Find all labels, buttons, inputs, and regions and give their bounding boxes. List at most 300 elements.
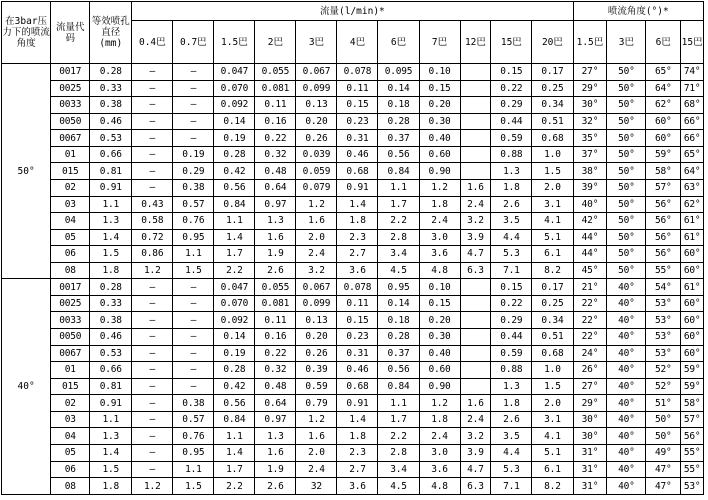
- table-row: [2, 345, 704, 362]
- flow-rate-cell: 0.42: [214, 163, 255, 180]
- flow-rate-cell: [460, 345, 491, 362]
- flow-rate-cell: 32: [296, 478, 337, 495]
- flow-rate-cell: 6.3: [460, 262, 491, 279]
- flow-rate-cell: 0.30: [419, 329, 460, 346]
- flow-rate-cell: 0.067: [296, 279, 337, 296]
- spray-angle-cell: 50°: [607, 163, 646, 180]
- table-row: [2, 80, 704, 97]
- flow-rate-cell: 0.90: [419, 378, 460, 395]
- flow-rate-cell: 1.1: [173, 246, 214, 263]
- spray-angle-cell: 40°: [607, 295, 646, 312]
- spray-angle-cell: 60°: [681, 246, 704, 263]
- flow-rate-cell: 1.8: [491, 395, 532, 412]
- flow-rate-cell: 2.7: [337, 246, 378, 263]
- flow-rate-cell: 0.078: [337, 279, 378, 296]
- flow-rate-cell: 3.9: [460, 229, 491, 246]
- spray-angle-cell: 64°: [681, 163, 704, 180]
- flow-rate-cell: –: [132, 329, 173, 346]
- header-flow-pressure: 0.7巴: [173, 21, 214, 64]
- table-row: [2, 146, 704, 163]
- flow-rate-cell: 0.32: [255, 146, 296, 163]
- flow-rate-cell: 0.56: [214, 395, 255, 412]
- flow-rate-cell: 3.6: [337, 478, 378, 495]
- flow-rate-cell: 0.97: [255, 411, 296, 428]
- flow-rate-cell: 0.76: [173, 428, 214, 445]
- table-row: [2, 64, 704, 81]
- flow-code-cell: 0033: [51, 312, 90, 329]
- nozzle-spec-table: [1, 1, 704, 495]
- flow-rate-cell: 0.60: [419, 362, 460, 379]
- flow-rate-cell: 1.8: [337, 213, 378, 230]
- table-row: [2, 246, 704, 263]
- flow-rate-cell: 1.2: [296, 411, 337, 428]
- spray-angle-cell: 59°: [646, 146, 681, 163]
- spray-angle-cell: 40°: [573, 196, 607, 213]
- flow-code-cell: 03: [51, 196, 90, 213]
- flow-rate-cell: 0.20: [296, 329, 337, 346]
- flow-rate-cell: 0.51: [532, 113, 573, 130]
- spray-angle-cell: 59°: [681, 378, 704, 395]
- flow-rate-cell: 1.2: [296, 196, 337, 213]
- spray-angle-cell: 44°: [573, 229, 607, 246]
- flow-code-cell: 02: [51, 395, 90, 412]
- flow-rate-cell: [460, 329, 491, 346]
- diameter-cell: 1.3: [90, 213, 132, 230]
- flow-rate-cell: 1.9: [255, 461, 296, 478]
- header-flow-code: 流量代码: [51, 2, 90, 64]
- flow-rate-cell: 1.1: [378, 395, 419, 412]
- flow-rate-cell: 3.6: [337, 262, 378, 279]
- flow-rate-cell: 7.1: [491, 262, 532, 279]
- flow-rate-cell: –: [132, 97, 173, 114]
- flow-rate-cell: –: [173, 312, 214, 329]
- flow-rate-cell: 2.0: [532, 179, 573, 196]
- spray-angle-cell: 39°: [573, 179, 607, 196]
- flow-rate-cell: 0.57: [173, 196, 214, 213]
- flow-rate-cell: 2.2: [378, 213, 419, 230]
- flow-rate-cell: 3.5: [491, 213, 532, 230]
- flow-rate-cell: 0.078: [337, 64, 378, 81]
- header-flow-pressure: 15巴: [491, 21, 532, 64]
- flow-rate-cell: 0.13: [296, 312, 337, 329]
- spray-angle-cell: 40°: [607, 279, 646, 296]
- header-flow-pressure: 20巴: [532, 21, 573, 64]
- flow-rate-cell: 0.081: [255, 80, 296, 97]
- flow-rate-cell: 4.8: [419, 478, 460, 495]
- flow-rate-cell: 0.14: [378, 80, 419, 97]
- flow-rate-cell: 2.2: [214, 262, 255, 279]
- header-flow-pressure: 2巴: [255, 21, 296, 64]
- flow-rate-cell: 1.3: [491, 163, 532, 180]
- flow-rate-cell: 2.4: [296, 461, 337, 478]
- flow-rate-cell: 0.19: [173, 146, 214, 163]
- flow-rate-cell: 2.7: [337, 461, 378, 478]
- flow-rate-cell: 2.0: [532, 395, 573, 412]
- flow-code-cell: 06: [51, 246, 90, 263]
- spray-angle-cell: 50°: [607, 64, 646, 81]
- flow-rate-cell: 0.56: [378, 362, 419, 379]
- spray-angle-cell: 53°: [646, 312, 681, 329]
- diameter-cell: 1.4: [90, 444, 132, 461]
- flow-rate-cell: 0.43: [132, 196, 173, 213]
- flow-rate-cell: –: [132, 130, 173, 147]
- spray-angle-cell: 50°: [607, 246, 646, 263]
- spray-angle-cell: 52°: [646, 378, 681, 395]
- flow-rate-cell: 0.047: [214, 64, 255, 81]
- diameter-cell: 1.8: [90, 262, 132, 279]
- table-row: [2, 229, 704, 246]
- flow-rate-cell: 0.91: [337, 395, 378, 412]
- flow-rate-cell: 0.28: [214, 146, 255, 163]
- flow-rate-cell: 0.28: [378, 113, 419, 130]
- flow-rate-cell: 3.0: [419, 229, 460, 246]
- flow-rate-cell: 1.5: [173, 262, 214, 279]
- flow-rate-cell: 0.14: [378, 295, 419, 312]
- flow-code-cell: 05: [51, 444, 90, 461]
- flow-rate-cell: 0.58: [132, 213, 173, 230]
- flow-code-cell: 03: [51, 411, 90, 428]
- flow-rate-cell: 2.0: [296, 229, 337, 246]
- flow-code-cell: 015: [51, 163, 90, 180]
- spray-angle-cell: 50°: [607, 113, 646, 130]
- spray-angle-cell: 35°: [573, 130, 607, 147]
- flow-rate-cell: 1.4: [337, 196, 378, 213]
- spray-angle-cell: 55°: [681, 461, 704, 478]
- flow-rate-cell: 0.40: [419, 345, 460, 362]
- flow-rate-cell: 1.0: [532, 146, 573, 163]
- flow-rate-cell: 0.10: [419, 279, 460, 296]
- flow-code-cell: 015: [51, 378, 90, 395]
- spray-angle-cell: 51°: [646, 395, 681, 412]
- table-row: [2, 179, 704, 196]
- flow-rate-cell: 1.1: [173, 461, 214, 478]
- spray-angle-cell: 31°: [573, 478, 607, 495]
- flow-rate-cell: 1.8: [337, 428, 378, 445]
- spray-angle-cell: 26°: [573, 362, 607, 379]
- spray-angle-cell: 66°: [681, 130, 704, 147]
- spray-angle-cell: 21°: [573, 279, 607, 296]
- header-spray-angle-group: 喷流角度(°)*: [573, 2, 703, 21]
- flow-code-cell: 0067: [51, 130, 90, 147]
- spray-angle-cell: 60°: [681, 345, 704, 362]
- diameter-cell: 1.4: [90, 229, 132, 246]
- spray-angle-cell: 40°: [607, 378, 646, 395]
- flow-rate-cell: 0.37: [378, 345, 419, 362]
- spray-angle-cell: 68°: [681, 97, 704, 114]
- flow-rate-cell: 4.5: [378, 262, 419, 279]
- table-row: [2, 130, 704, 147]
- flow-rate-cell: 0.68: [532, 345, 573, 362]
- flow-rate-cell: 1.4: [214, 229, 255, 246]
- flow-rate-cell: –: [132, 444, 173, 461]
- flow-rate-cell: 3.2: [460, 213, 491, 230]
- flow-rate-cell: 0.38: [173, 179, 214, 196]
- spray-angle-cell: 30°: [573, 97, 607, 114]
- flow-rate-cell: 0.22: [255, 345, 296, 362]
- flow-rate-cell: 0.42: [214, 378, 255, 395]
- header-orifice-diameter: 等效喷孔直径(mm): [90, 2, 132, 64]
- diameter-cell: 0.38: [90, 97, 132, 114]
- spray-angle-cell: 60°: [646, 130, 681, 147]
- spray-angle-cell: 50°: [607, 130, 646, 147]
- flow-rate-cell: –: [132, 378, 173, 395]
- header-spray-pressure: 3巴: [607, 21, 646, 64]
- spray-angle-cell: 58°: [681, 395, 704, 412]
- flow-rate-cell: 2.6: [255, 478, 296, 495]
- flow-rate-cell: 0.15: [419, 295, 460, 312]
- spray-angle-cell: 47°: [646, 461, 681, 478]
- flow-rate-cell: 0.32: [255, 362, 296, 379]
- flow-rate-cell: –: [132, 163, 173, 180]
- spray-angle-cell: 50°: [607, 179, 646, 196]
- flow-rate-cell: 3.4: [378, 246, 419, 263]
- flow-rate-cell: 8.2: [532, 478, 573, 495]
- flow-rate-cell: 1.1: [378, 179, 419, 196]
- flow-rate-cell: 1.5: [532, 378, 573, 395]
- flow-rate-cell: 2.8: [378, 444, 419, 461]
- header-spray-pressure: 1.5巴: [573, 21, 607, 64]
- spray-angle-cell: 50°: [607, 229, 646, 246]
- flow-rate-cell: [460, 97, 491, 114]
- diameter-cell: 0.66: [90, 146, 132, 163]
- spray-angle-cell: 60°: [681, 312, 704, 329]
- spray-angle-cell: 74°: [681, 64, 704, 81]
- flow-rate-cell: 1.4: [337, 411, 378, 428]
- flow-rate-cell: –: [132, 179, 173, 196]
- flow-rate-cell: 1.7: [378, 196, 419, 213]
- flow-rate-cell: 3.4: [378, 461, 419, 478]
- flow-rate-cell: 1.1: [214, 213, 255, 230]
- spray-angle-cell: 29°: [573, 395, 607, 412]
- flow-rate-cell: –: [132, 345, 173, 362]
- spray-angle-cell: 65°: [646, 64, 681, 81]
- flow-rate-cell: 0.31: [337, 345, 378, 362]
- flow-rate-cell: [460, 113, 491, 130]
- flow-rate-cell: –: [173, 64, 214, 81]
- diameter-cell: 1.3: [90, 428, 132, 445]
- flow-code-cell: 04: [51, 428, 90, 445]
- diameter-cell: 1.5: [90, 246, 132, 263]
- flow-rate-cell: 1.6: [255, 444, 296, 461]
- spray-angle-cell: 50°: [646, 428, 681, 445]
- flow-rate-cell: 0.18: [378, 312, 419, 329]
- flow-rate-cell: [460, 378, 491, 395]
- spray-angle-cell: 29°: [573, 80, 607, 97]
- flow-code-cell: 01: [51, 146, 90, 163]
- flow-rate-cell: 3.1: [532, 196, 573, 213]
- flow-rate-cell: –: [132, 80, 173, 97]
- flow-rate-cell: 3.6: [419, 246, 460, 263]
- flow-rate-cell: 0.23: [337, 329, 378, 346]
- flow-rate-cell: 0.17: [532, 64, 573, 81]
- flow-rate-cell: 4.1: [532, 213, 573, 230]
- flow-rate-cell: 0.68: [337, 163, 378, 180]
- flow-rate-cell: 5.3: [491, 246, 532, 263]
- spray-angle-cell: 58°: [646, 163, 681, 180]
- spray-angle-cell: 56°: [681, 428, 704, 445]
- flow-rate-cell: 0.081: [255, 295, 296, 312]
- flow-code-cell: 05: [51, 229, 90, 246]
- flow-rate-cell: 0.20: [419, 312, 460, 329]
- spray-angle-cell: 66°: [681, 113, 704, 130]
- flow-rate-cell: 0.11: [255, 97, 296, 114]
- spray-angle-cell: 53°: [646, 345, 681, 362]
- flow-rate-cell: 0.97: [255, 196, 296, 213]
- flow-rate-cell: 0.84: [378, 163, 419, 180]
- flow-rate-cell: 0.070: [214, 295, 255, 312]
- flow-rate-cell: 5.1: [532, 229, 573, 246]
- spray-angle-cell: 22°: [573, 295, 607, 312]
- flow-rate-cell: –: [173, 378, 214, 395]
- flow-rate-cell: 2.6: [491, 196, 532, 213]
- flow-rate-cell: –: [173, 345, 214, 362]
- diameter-cell: 0.81: [90, 378, 132, 395]
- flow-rate-cell: 0.22: [255, 130, 296, 147]
- flow-rate-cell: 0.059: [296, 163, 337, 180]
- flow-rate-cell: 6.1: [532, 246, 573, 263]
- flow-rate-cell: 0.067: [296, 64, 337, 81]
- flow-rate-cell: 3.6: [419, 461, 460, 478]
- table-row: [2, 395, 704, 412]
- flow-rate-cell: 0.23: [337, 113, 378, 130]
- flow-rate-cell: 0.26: [296, 130, 337, 147]
- flow-rate-cell: 0.22: [491, 80, 532, 97]
- flow-rate-cell: 1.7: [214, 246, 255, 263]
- flow-rate-cell: 0.59: [491, 130, 532, 147]
- spray-angle-cell: 50°: [607, 262, 646, 279]
- flow-rate-cell: 1.6: [460, 395, 491, 412]
- flow-rate-cell: 1.8: [419, 411, 460, 428]
- flow-rate-cell: 0.092: [214, 97, 255, 114]
- flow-code-cell: 08: [51, 262, 90, 279]
- flow-rate-cell: 0.10: [419, 64, 460, 81]
- flow-rate-cell: 0.95: [173, 229, 214, 246]
- flow-rate-cell: –: [132, 362, 173, 379]
- flow-rate-cell: 0.88: [491, 362, 532, 379]
- flow-rate-cell: 0.28: [378, 329, 419, 346]
- flow-rate-cell: –: [173, 130, 214, 147]
- flow-rate-cell: 0.19: [214, 345, 255, 362]
- header-flow-pressure: 1.5巴: [214, 21, 255, 64]
- flow-rate-cell: 0.095: [378, 64, 419, 81]
- flow-rate-cell: 0.070: [214, 80, 255, 97]
- flow-rate-cell: 4.5: [378, 478, 419, 495]
- table-row: [2, 461, 704, 478]
- flow-rate-cell: –: [132, 461, 173, 478]
- flow-code-cell: 0050: [51, 113, 90, 130]
- table-row: [2, 279, 704, 296]
- flow-rate-cell: 1.3: [255, 428, 296, 445]
- flow-rate-cell: 1.6: [460, 179, 491, 196]
- flow-rate-cell: 0.29: [173, 163, 214, 180]
- flow-rate-cell: 0.099: [296, 295, 337, 312]
- flow-rate-cell: 0.64: [255, 395, 296, 412]
- flow-rate-cell: 1.5: [532, 163, 573, 180]
- flow-code-cell: 0025: [51, 80, 90, 97]
- flow-rate-cell: 3.0: [419, 444, 460, 461]
- flow-code-cell: 02: [51, 179, 90, 196]
- flow-rate-cell: 0.11: [337, 80, 378, 97]
- spray-angle-cell: 32°: [573, 113, 607, 130]
- header-flow-pressure: 3巴: [296, 21, 337, 64]
- flow-rate-cell: –: [173, 329, 214, 346]
- flow-rate-cell: –: [173, 279, 214, 296]
- spray-angle-cell: 63°: [681, 179, 704, 196]
- flow-rate-cell: 2.3: [337, 444, 378, 461]
- flow-rate-cell: 0.76: [173, 213, 214, 230]
- spray-angle-group-cell: 40°: [2, 279, 51, 495]
- flow-rate-cell: 0.91: [337, 179, 378, 196]
- spray-angle-cell: 50°: [646, 411, 681, 428]
- spray-angle-cell: 57°: [646, 179, 681, 196]
- flow-rate-cell: 0.68: [337, 378, 378, 395]
- flow-rate-cell: 6.1: [532, 461, 573, 478]
- flow-rate-cell: 0.16: [255, 329, 296, 346]
- spray-angle-cell: 40°: [607, 411, 646, 428]
- flow-rate-cell: 1.2: [132, 478, 173, 495]
- flow-rate-cell: 2.4: [460, 196, 491, 213]
- flow-rate-cell: [460, 80, 491, 97]
- spray-angle-cell: 60°: [646, 113, 681, 130]
- flow-rate-cell: 2.4: [419, 213, 460, 230]
- spray-angle-cell: 62°: [646, 97, 681, 114]
- flow-rate-cell: [460, 312, 491, 329]
- header-spray-pressure: 6巴: [646, 21, 681, 64]
- flow-rate-cell: 3.1: [532, 411, 573, 428]
- flow-code-cell: 01: [51, 362, 90, 379]
- flow-rate-cell: 2.4: [296, 246, 337, 263]
- spray-angle-cell: 50°: [607, 97, 646, 114]
- flow-rate-cell: 0.30: [419, 113, 460, 130]
- spray-angle-cell: 40°: [607, 461, 646, 478]
- diameter-cell: 1.5: [90, 461, 132, 478]
- spray-angle-cell: 52°: [646, 362, 681, 379]
- flow-rate-cell: 2.3: [337, 229, 378, 246]
- spray-angle-cell: 56°: [646, 213, 681, 230]
- spray-angle-cell: 40°: [607, 362, 646, 379]
- flow-rate-cell: 2.8: [378, 229, 419, 246]
- table-row: [2, 262, 704, 279]
- flow-rate-cell: 0.17: [532, 279, 573, 296]
- table-row: [2, 196, 704, 213]
- table-row: [2, 97, 704, 114]
- header-spray-pressure: 15巴: [681, 21, 704, 64]
- flow-rate-cell: 0.86: [132, 246, 173, 263]
- flow-rate-cell: 1.2: [132, 262, 173, 279]
- flow-rate-cell: 8.2: [532, 262, 573, 279]
- header-flow-pressure: 0.4巴: [132, 21, 173, 64]
- flow-rate-cell: 0.44: [491, 329, 532, 346]
- spray-angle-cell: 53°: [646, 295, 681, 312]
- flow-rate-cell: 0.079: [296, 179, 337, 196]
- spray-angle-cell: 30°: [573, 411, 607, 428]
- flow-rate-cell: 3.5: [491, 428, 532, 445]
- diameter-cell: 0.33: [90, 295, 132, 312]
- diameter-cell: 0.46: [90, 329, 132, 346]
- flow-rate-cell: –: [132, 411, 173, 428]
- flow-rate-cell: 2.0: [296, 444, 337, 461]
- diameter-cell: 0.66: [90, 362, 132, 379]
- flow-rate-cell: 1.3: [255, 213, 296, 230]
- spray-angle-cell: 22°: [573, 329, 607, 346]
- flow-rate-cell: 0.39: [296, 362, 337, 379]
- spray-angle-cell: 65°: [681, 146, 704, 163]
- diameter-cell: 0.28: [90, 64, 132, 81]
- flow-rate-cell: 0.047: [214, 279, 255, 296]
- flow-rate-cell: 0.56: [214, 179, 255, 196]
- table-row: [2, 312, 704, 329]
- flow-rate-cell: 0.13: [296, 97, 337, 114]
